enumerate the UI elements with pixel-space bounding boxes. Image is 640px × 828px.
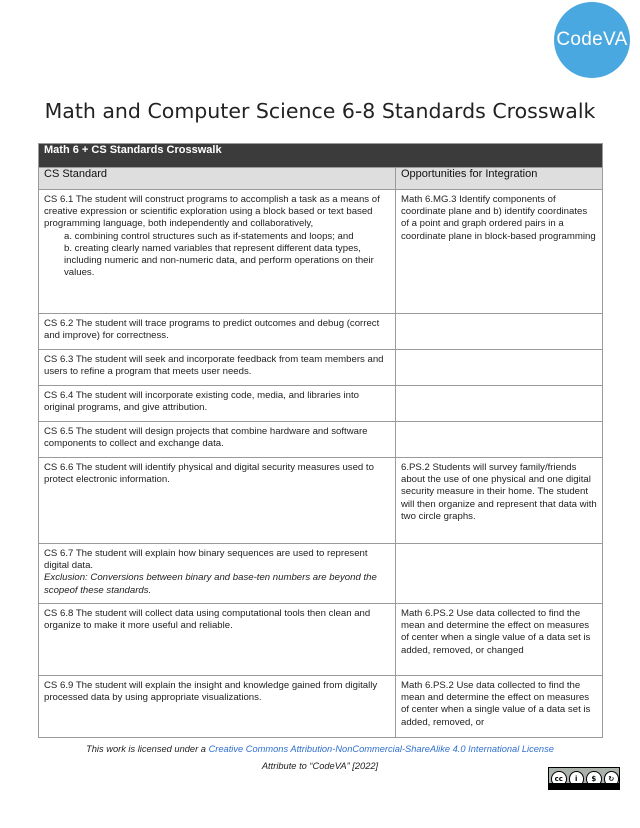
nc-icon: $: [586, 771, 602, 787]
table-row: [39, 314, 603, 350]
integration-cell: [396, 314, 603, 350]
standard-cell: [39, 190, 396, 314]
table-row: [39, 458, 603, 544]
cc-license-badge[interactable]: [548, 767, 620, 790]
standard-cell: CS 6.3 The student will seek and incorporate feedback from team members and users to refine a program that meets user needs.: [39, 350, 396, 386]
table-row: [39, 676, 603, 738]
by-icon: i: [569, 771, 585, 787]
integration-cell: [396, 422, 603, 458]
integration-cell: Math 6.MG.3 Identify components of coordinate plane and b) identify coordinates of a point and graph ordered pairs in a coordinate plane in block-based programming: [396, 190, 603, 314]
integration-cell: [396, 386, 603, 422]
table-row: [39, 604, 603, 676]
codeva-logo: CodeVA: [554, 2, 630, 78]
crosswalk-table: [38, 143, 603, 738]
integration-cell: [396, 544, 603, 604]
standard-cell: CS 6.8 The student will collect data using computational tools then clean and organize to make it more useful and reliable.: [39, 604, 396, 676]
table-banner-row: [39, 144, 603, 168]
standard-text: CS 6.7 The student will explain how binary sequences are used to represent digital data.: [44, 548, 368, 572]
page-title: Math and Computer Science 6-8 Standards Crosswalk: [44, 99, 596, 123]
column-header-standard: CS Standard: [39, 168, 396, 190]
license-line: [0, 744, 640, 754]
table-row: [39, 190, 603, 314]
badge-band: [549, 783, 619, 789]
table-header-row: [39, 168, 603, 190]
standard-exclusion: Exclusion: Conversions between binary and base-ten numbers are beyond the scopeof these standards.: [44, 572, 377, 596]
standard-cell: [39, 544, 396, 604]
license-prefix: This work is licensed under a: [86, 744, 206, 754]
standard-cell: CS 6.9 The student will explain the insight and knowledge gained from digitally processed data by using appropriate visualizations.: [39, 676, 396, 738]
integration-cell: 6.PS.2 Students will survey family/friends about the use of one physical and one digital security measure in their home. The student will then organize and represent that data with two circle graphs.: [396, 458, 603, 544]
standard-cell: CS 6.6 The student will identify physical and digital security measures used to protect electronic information.: [39, 458, 396, 544]
integration-cell: [396, 350, 603, 386]
column-header-integration: Opportunities for Integration: [396, 168, 603, 190]
integration-cell: Math 6.PS.2 Use data collected to find the mean and determine the effect on measures of center when a single value of a data set is added, removed, or changed: [396, 604, 603, 676]
table-row: [39, 386, 603, 422]
integration-cell: Math 6.PS.2 Use data collected to find the mean and determine the effect on measures of center when a single value of a data set is added, removed, or: [396, 676, 603, 738]
standard-cell: CS 6.5 The student will design projects that combine hardware and software components to collect and exchange data.: [39, 422, 396, 458]
sa-icon: ↻: [604, 771, 620, 787]
table-row: [39, 422, 603, 458]
standard-subitem-b: b. creating clearly named variables that represent different data types, including numeric and non-numeric data, and perform operations on their values.: [64, 242, 374, 279]
standard-text: CS 6.1 The student will construct programs to accomplish a task as a means of creative expression or scientific exploration using a block based or text based programming language, both independently and collaboratively,: [44, 194, 380, 230]
standard-cell: CS 6.2 The student will trace programs to predict outcomes and debug (correct and improve) for correctness.: [39, 314, 396, 350]
cc-icon: cc: [551, 771, 567, 787]
table-row: [39, 350, 603, 386]
standard-cell: CS 6.4 The student will incorporate existing code, media, and libraries into original programs, and give attribution.: [39, 386, 396, 422]
table-banner: Math 6 + CS Standards Crosswalk: [39, 144, 603, 168]
table-row: [39, 544, 603, 604]
attribution-line: Attribute to “CodeVA” [2022]: [261, 761, 379, 771]
standard-subitem-a: a. combining control structures such as if-statements and loops; and: [64, 230, 354, 242]
license-link[interactable]: Creative Commons Attribution-NonCommercial-ShareAlike 4.0 International License: [208, 744, 554, 754]
